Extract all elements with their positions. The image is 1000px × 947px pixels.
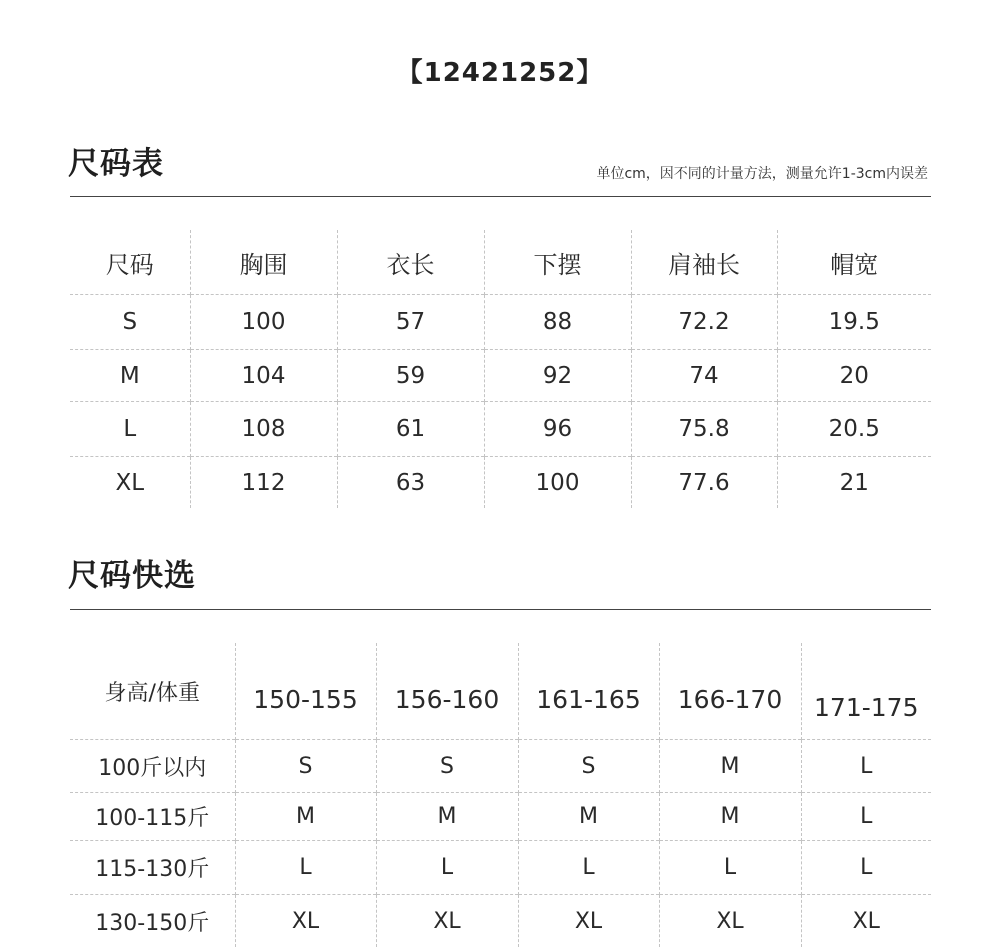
quick-select-table [70, 643, 931, 947]
size-cell: L [235, 841, 376, 895]
size-cell: L [376, 841, 518, 895]
size-cell: L [518, 841, 659, 895]
header-height-weight: 身高/体重 [70, 643, 235, 740]
weight-range-cell: 100-115斤 [70, 793, 235, 841]
header-height-range: 161-165 [518, 643, 659, 740]
table-cell: 19.5 [777, 295, 931, 350]
table-row [70, 740, 931, 793]
table-row [70, 295, 931, 350]
table-row [70, 895, 931, 947]
header-hood-width: 帽宽 [777, 230, 931, 295]
size-cell: S [376, 740, 518, 793]
size-chart-header-row [70, 230, 931, 295]
table-cell: 100 [190, 295, 337, 350]
size-cell: L [801, 793, 931, 841]
header-height-range: 156-160 [376, 643, 518, 740]
table-cell: 96 [484, 402, 631, 457]
table-cell: 77.6 [631, 457, 777, 509]
weight-range-cell: 130-150斤 [70, 895, 235, 947]
quick-select-header-row [70, 643, 931, 740]
size-cell: L [801, 740, 931, 793]
size-chart-table [70, 230, 931, 508]
size-cell: M [376, 793, 518, 841]
table-cell: 57 [337, 295, 484, 350]
size-cell: XL [376, 895, 518, 947]
size-cell: M [659, 793, 801, 841]
header-height-range: 171-175 [801, 643, 931, 740]
table-cell: 72.2 [631, 295, 777, 350]
size-chart-divider [70, 196, 931, 197]
table-cell: 20 [777, 350, 931, 402]
size-cell: XL [235, 895, 376, 947]
header-height-range: 166-170 [659, 643, 801, 740]
size-cell: L [801, 841, 931, 895]
table-row [70, 841, 931, 895]
weight-range-cell: 115-130斤 [70, 841, 235, 895]
table-cell: 100 [484, 457, 631, 509]
size-cell: XL [659, 895, 801, 947]
table-row [70, 350, 931, 402]
table-cell: 61 [337, 402, 484, 457]
header-shoulder-sleeve: 肩袖长 [631, 230, 777, 295]
size-cell: M [518, 793, 659, 841]
table-row [70, 793, 931, 841]
header-chest: 胸围 [190, 230, 337, 295]
table-cell: XL [70, 457, 190, 509]
table-cell: 21 [777, 457, 931, 509]
quick-select-divider [70, 609, 931, 610]
table-cell: 112 [190, 457, 337, 509]
header-height-range: 150-155 [235, 643, 376, 740]
table-cell: 104 [190, 350, 337, 402]
table-cell: 92 [484, 350, 631, 402]
size-cell: L [659, 841, 801, 895]
table-cell: 108 [190, 402, 337, 457]
table-cell: 74 [631, 350, 777, 402]
size-cell: XL [801, 895, 931, 947]
size-cell: M [659, 740, 801, 793]
table-row [70, 457, 931, 509]
measurement-note: 单位cm，因不同的计量方法，测量允许1-3cm内误差 [596, 163, 928, 183]
header-length: 衣长 [337, 230, 484, 295]
quick-select-title: 尺码快选 [68, 550, 196, 595]
table-cell: 59 [337, 350, 484, 402]
table-cell: L [70, 402, 190, 457]
table-row [70, 402, 931, 457]
size-cell: XL [518, 895, 659, 947]
size-chart-title: 尺码表 [68, 138, 164, 183]
table-cell: 88 [484, 295, 631, 350]
header-size: 尺码 [70, 230, 190, 295]
product-code: 【12421252】 [0, 52, 1000, 89]
table-cell: S [70, 295, 190, 350]
size-cell: S [235, 740, 376, 793]
size-cell: S [518, 740, 659, 793]
size-cell: M [235, 793, 376, 841]
table-cell: 20.5 [777, 402, 931, 457]
table-cell: 63 [337, 457, 484, 509]
weight-range-cell: 100斤以内 [70, 740, 235, 793]
table-cell: 75.8 [631, 402, 777, 457]
table-cell: M [70, 350, 190, 402]
header-hem: 下摆 [484, 230, 631, 295]
